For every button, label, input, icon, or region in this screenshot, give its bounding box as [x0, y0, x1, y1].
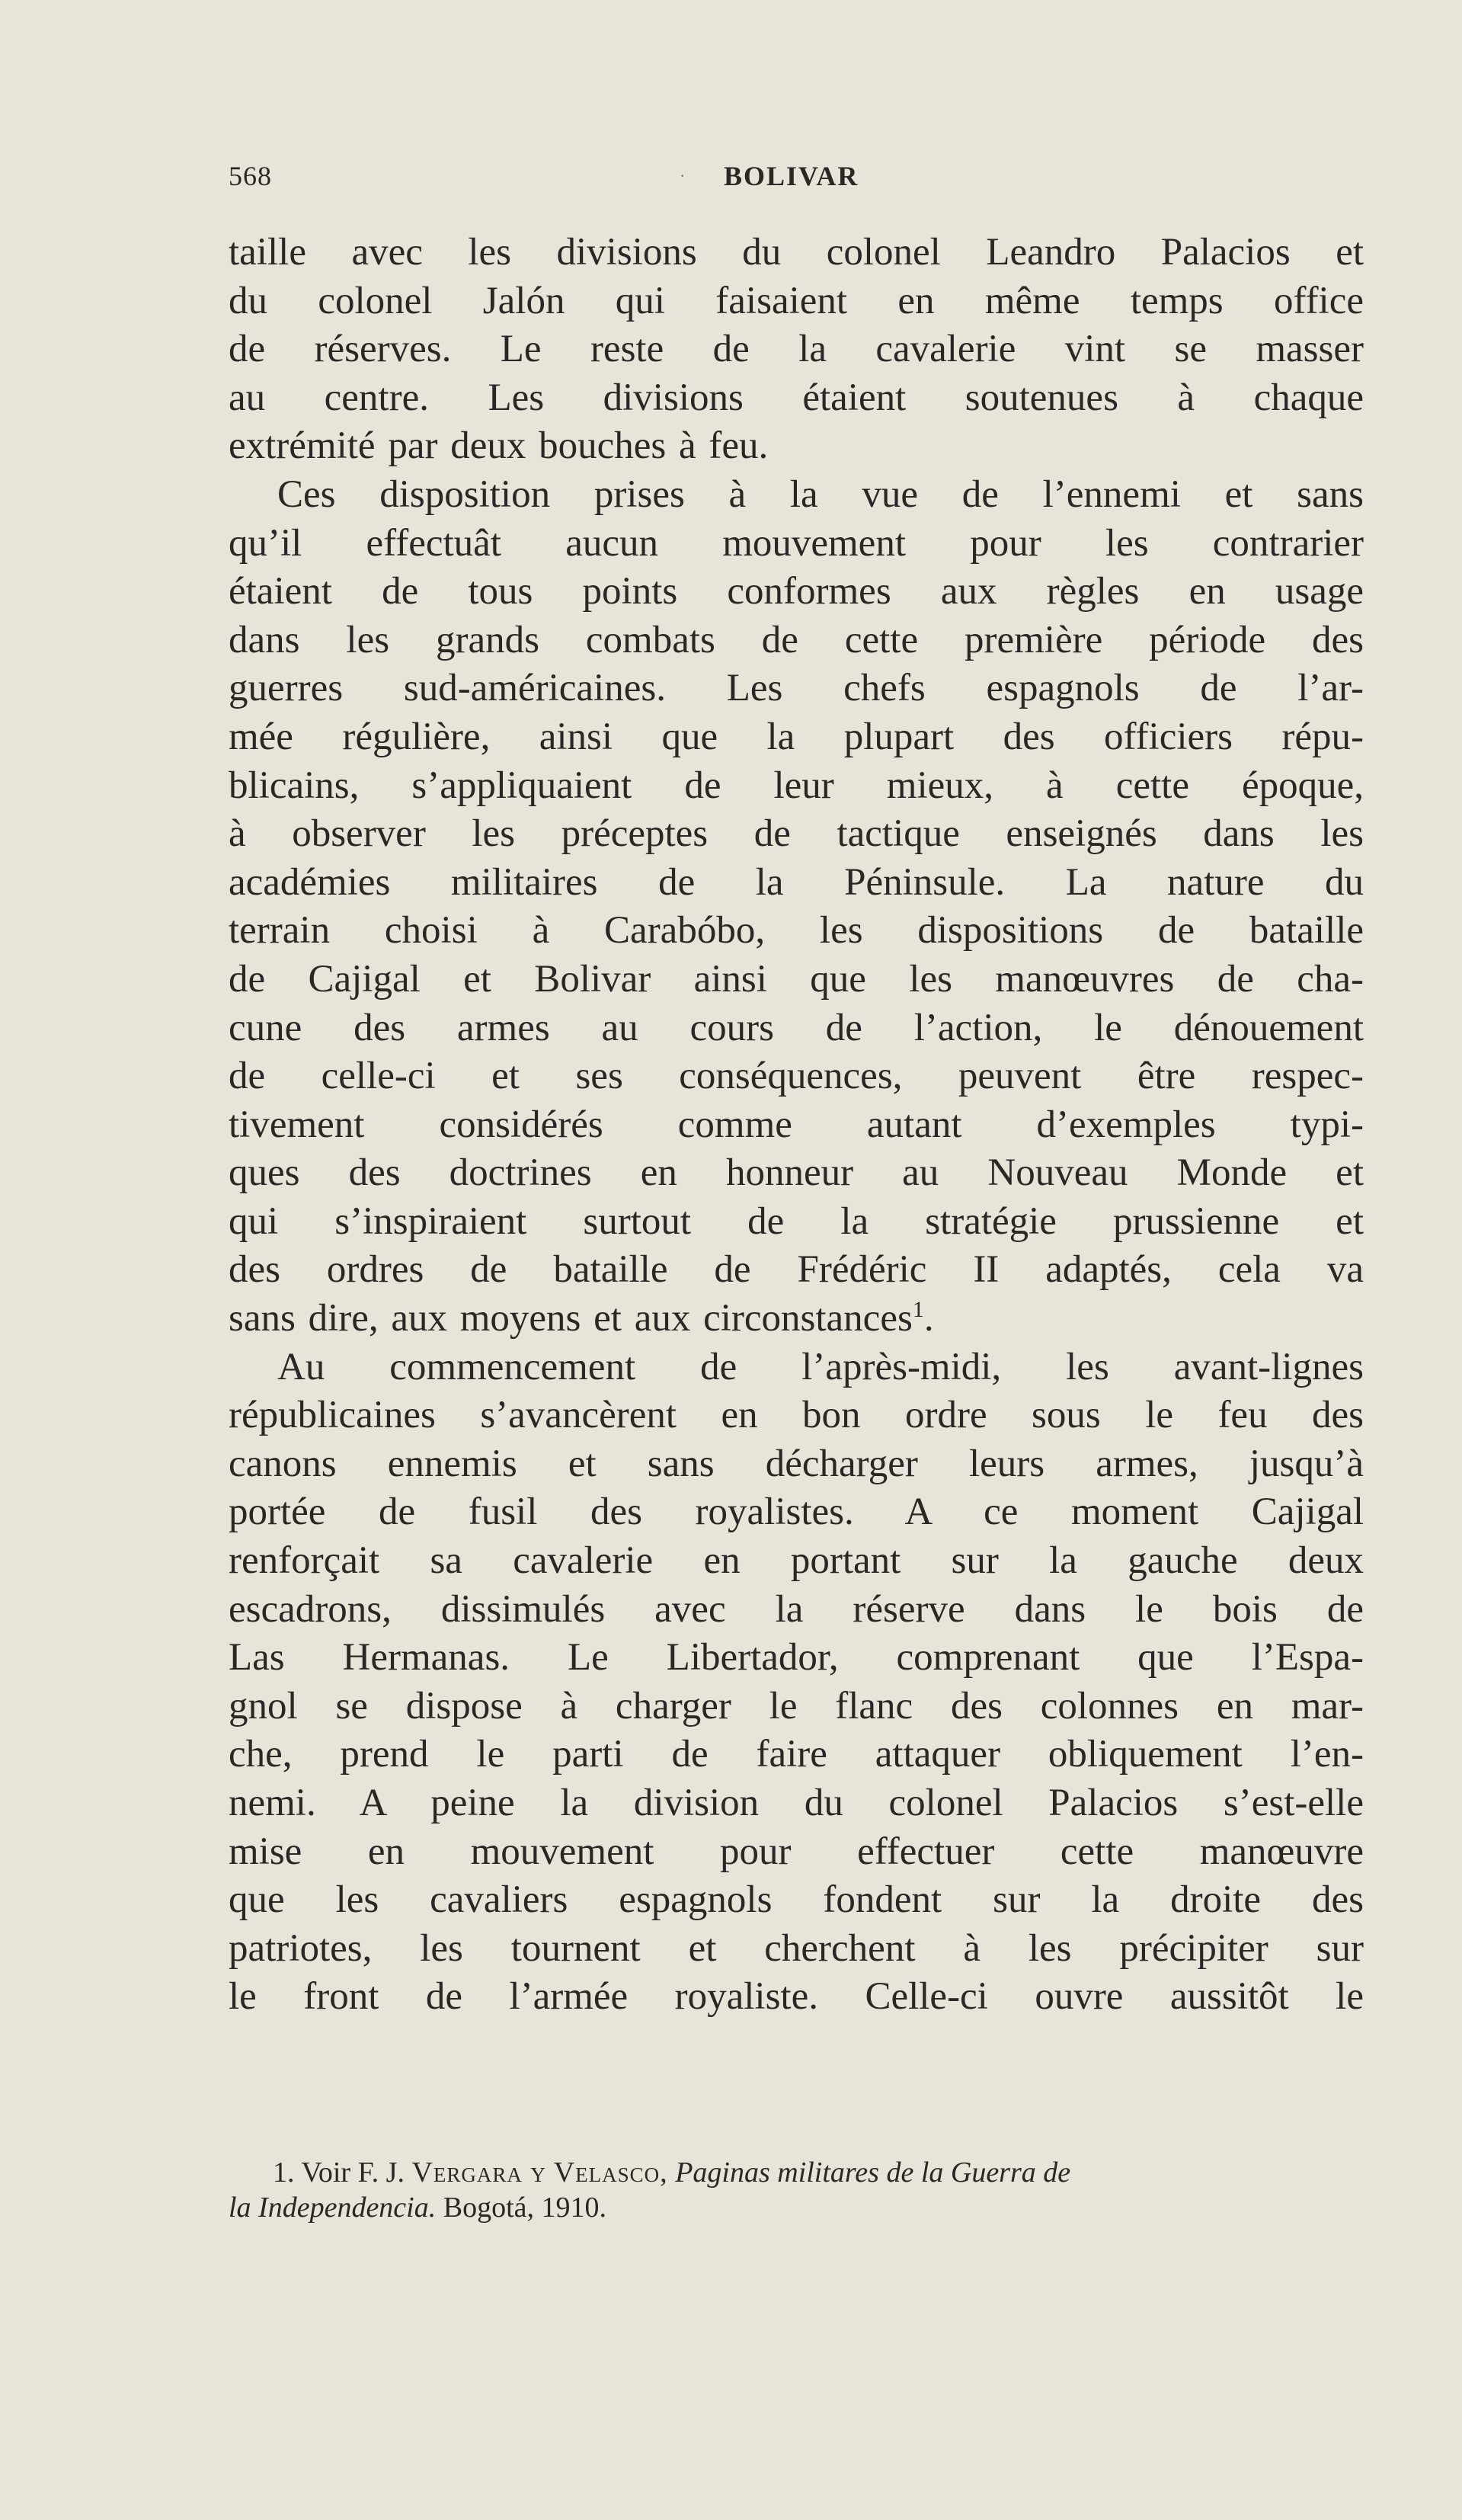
- footnote-title: Paginas militares de la Guerra de: [675, 2157, 1071, 2189]
- text-line: républicaines s’avancèrent en bon ordre sous le feu des: [229, 1394, 1364, 1437]
- text-line: étaient de tous points conformes aux règles en usage: [229, 570, 1364, 613]
- text-line: du colonel Jalón qui faisaient en même temps office: [229, 279, 1364, 322]
- text-line: académies militaires de la Péninsule. La nature du: [229, 860, 1364, 904]
- text-line-period: .: [923, 1297, 934, 1340]
- text-line: qui s’inspiraient surtout de la stratégie prussienne et: [229, 1199, 1364, 1243]
- text-line: blicains, s’appliquaient de leur mieux, à cette époque,: [229, 764, 1364, 807]
- footnote-line: [229, 2190, 1364, 2225]
- footnote: [229, 2155, 1364, 2225]
- text-line: guerres sud-américaines. Les chefs espagnols de l’ar-: [229, 667, 1364, 710]
- text-line: Ces disposition prises à la vue de l’ennemi et sans: [277, 472, 1364, 516]
- footnote-place-date: Bogotá, 1910.: [443, 2192, 607, 2224]
- text-line: Las Hermanas. Le Libertador, comprenant que l’Espa-: [229, 1636, 1364, 1679]
- text-line: terrain choisi à Carabóbo, les dispositions de bataille: [229, 909, 1364, 953]
- footnote-number: 1.: [273, 2157, 295, 2189]
- text-line: tivement considérés comme autant d’exemples typi-: [229, 1103, 1364, 1146]
- footnote-author: Vergara y Velasco,: [411, 2157, 668, 2189]
- text-line: des ordres de bataille de Frédéric II adaptés, cela va: [229, 1248, 1364, 1292]
- text-line: extrémité par deux bouches à feu.: [229, 424, 769, 468]
- text-line: renforçait sa cavalerie en portant sur la gauche deux: [229, 1539, 1364, 1583]
- page-number: 568: [229, 161, 272, 191]
- text-line: de Cajigal et Bolivar ainsi que les manœuvres de cha-: [229, 957, 1364, 1001]
- text-line: Au commencement de l’après-midi, les avant-lignes: [277, 1345, 1364, 1388]
- text-line-content: sans dire, aux moyens et aux circonstances: [229, 1297, 913, 1340]
- text-line: [229, 1295, 1364, 1343]
- text-line: le front de l’armée royaliste. Celle-ci ouvre aussitôt le: [229, 1975, 1364, 2019]
- page-header: [229, 160, 1364, 206]
- text-line: que les cavaliers espagnols fondent sur la droite des: [229, 1878, 1364, 1922]
- text-line: cune des armes au cours de l’action, le dénouement: [229, 1006, 1364, 1049]
- text-line: escadrons, dissimulés avec la réserve dans le bois de: [229, 1587, 1364, 1631]
- header-dot: ·: [680, 166, 686, 185]
- footnote-title-cont: la Independencia.: [229, 2192, 437, 2224]
- text-line: mise en mouvement pour effectuer cette manœuvre: [229, 1830, 1364, 1873]
- text-line: ques des doctrines en honneur au Nouveau Monde et: [229, 1151, 1364, 1195]
- text-line: mée régulière, ainsi que la plupart des officiers répu-: [229, 715, 1364, 758]
- text-line: dans les grands combats de cette première période des: [229, 618, 1364, 661]
- footnote-line: [229, 2155, 1364, 2190]
- text-line: nemi. A peine la division du colonel Palacios s’est-elle: [229, 1782, 1364, 1824]
- text-line: qu’il effectuât aucun mouvement pour les contrarier: [229, 521, 1364, 565]
- text-line: che, prend le parti de faire attaquer obliquement l’en-: [229, 1733, 1364, 1776]
- footnote-reference: 1: [912, 1297, 924, 1323]
- footnote-intro: Voir F. J.: [301, 2157, 405, 2189]
- text-line: de réserves. Le reste de la cavalerie vint se masser: [229, 328, 1364, 371]
- text-line: de celle-ci et ses conséquences, peuvent être respec-: [229, 1055, 1364, 1098]
- text-line: canons ennemis et sans décharger leurs armes, jusqu’à: [229, 1442, 1364, 1485]
- body-text: [229, 229, 1364, 2022]
- text-line: gnol se dispose à charger le flanc des colonnes en mar-: [229, 1684, 1364, 1727]
- text-line: patriotes, les tournent et cherchent à les précipiter sur: [229, 1926, 1364, 1970]
- text-line: à observer les préceptes de tactique enseignés dans les: [229, 812, 1364, 856]
- text-line: taille avec les divisions du colonel Leandro Palacios et: [229, 231, 1364, 274]
- text-line: portée de fusil des royalistes. A ce moment Cajigal: [229, 1491, 1364, 1534]
- running-title: BOLIVAR: [724, 161, 859, 191]
- text-line: au centre. Les divisions étaient soutenues à chaque: [229, 376, 1364, 419]
